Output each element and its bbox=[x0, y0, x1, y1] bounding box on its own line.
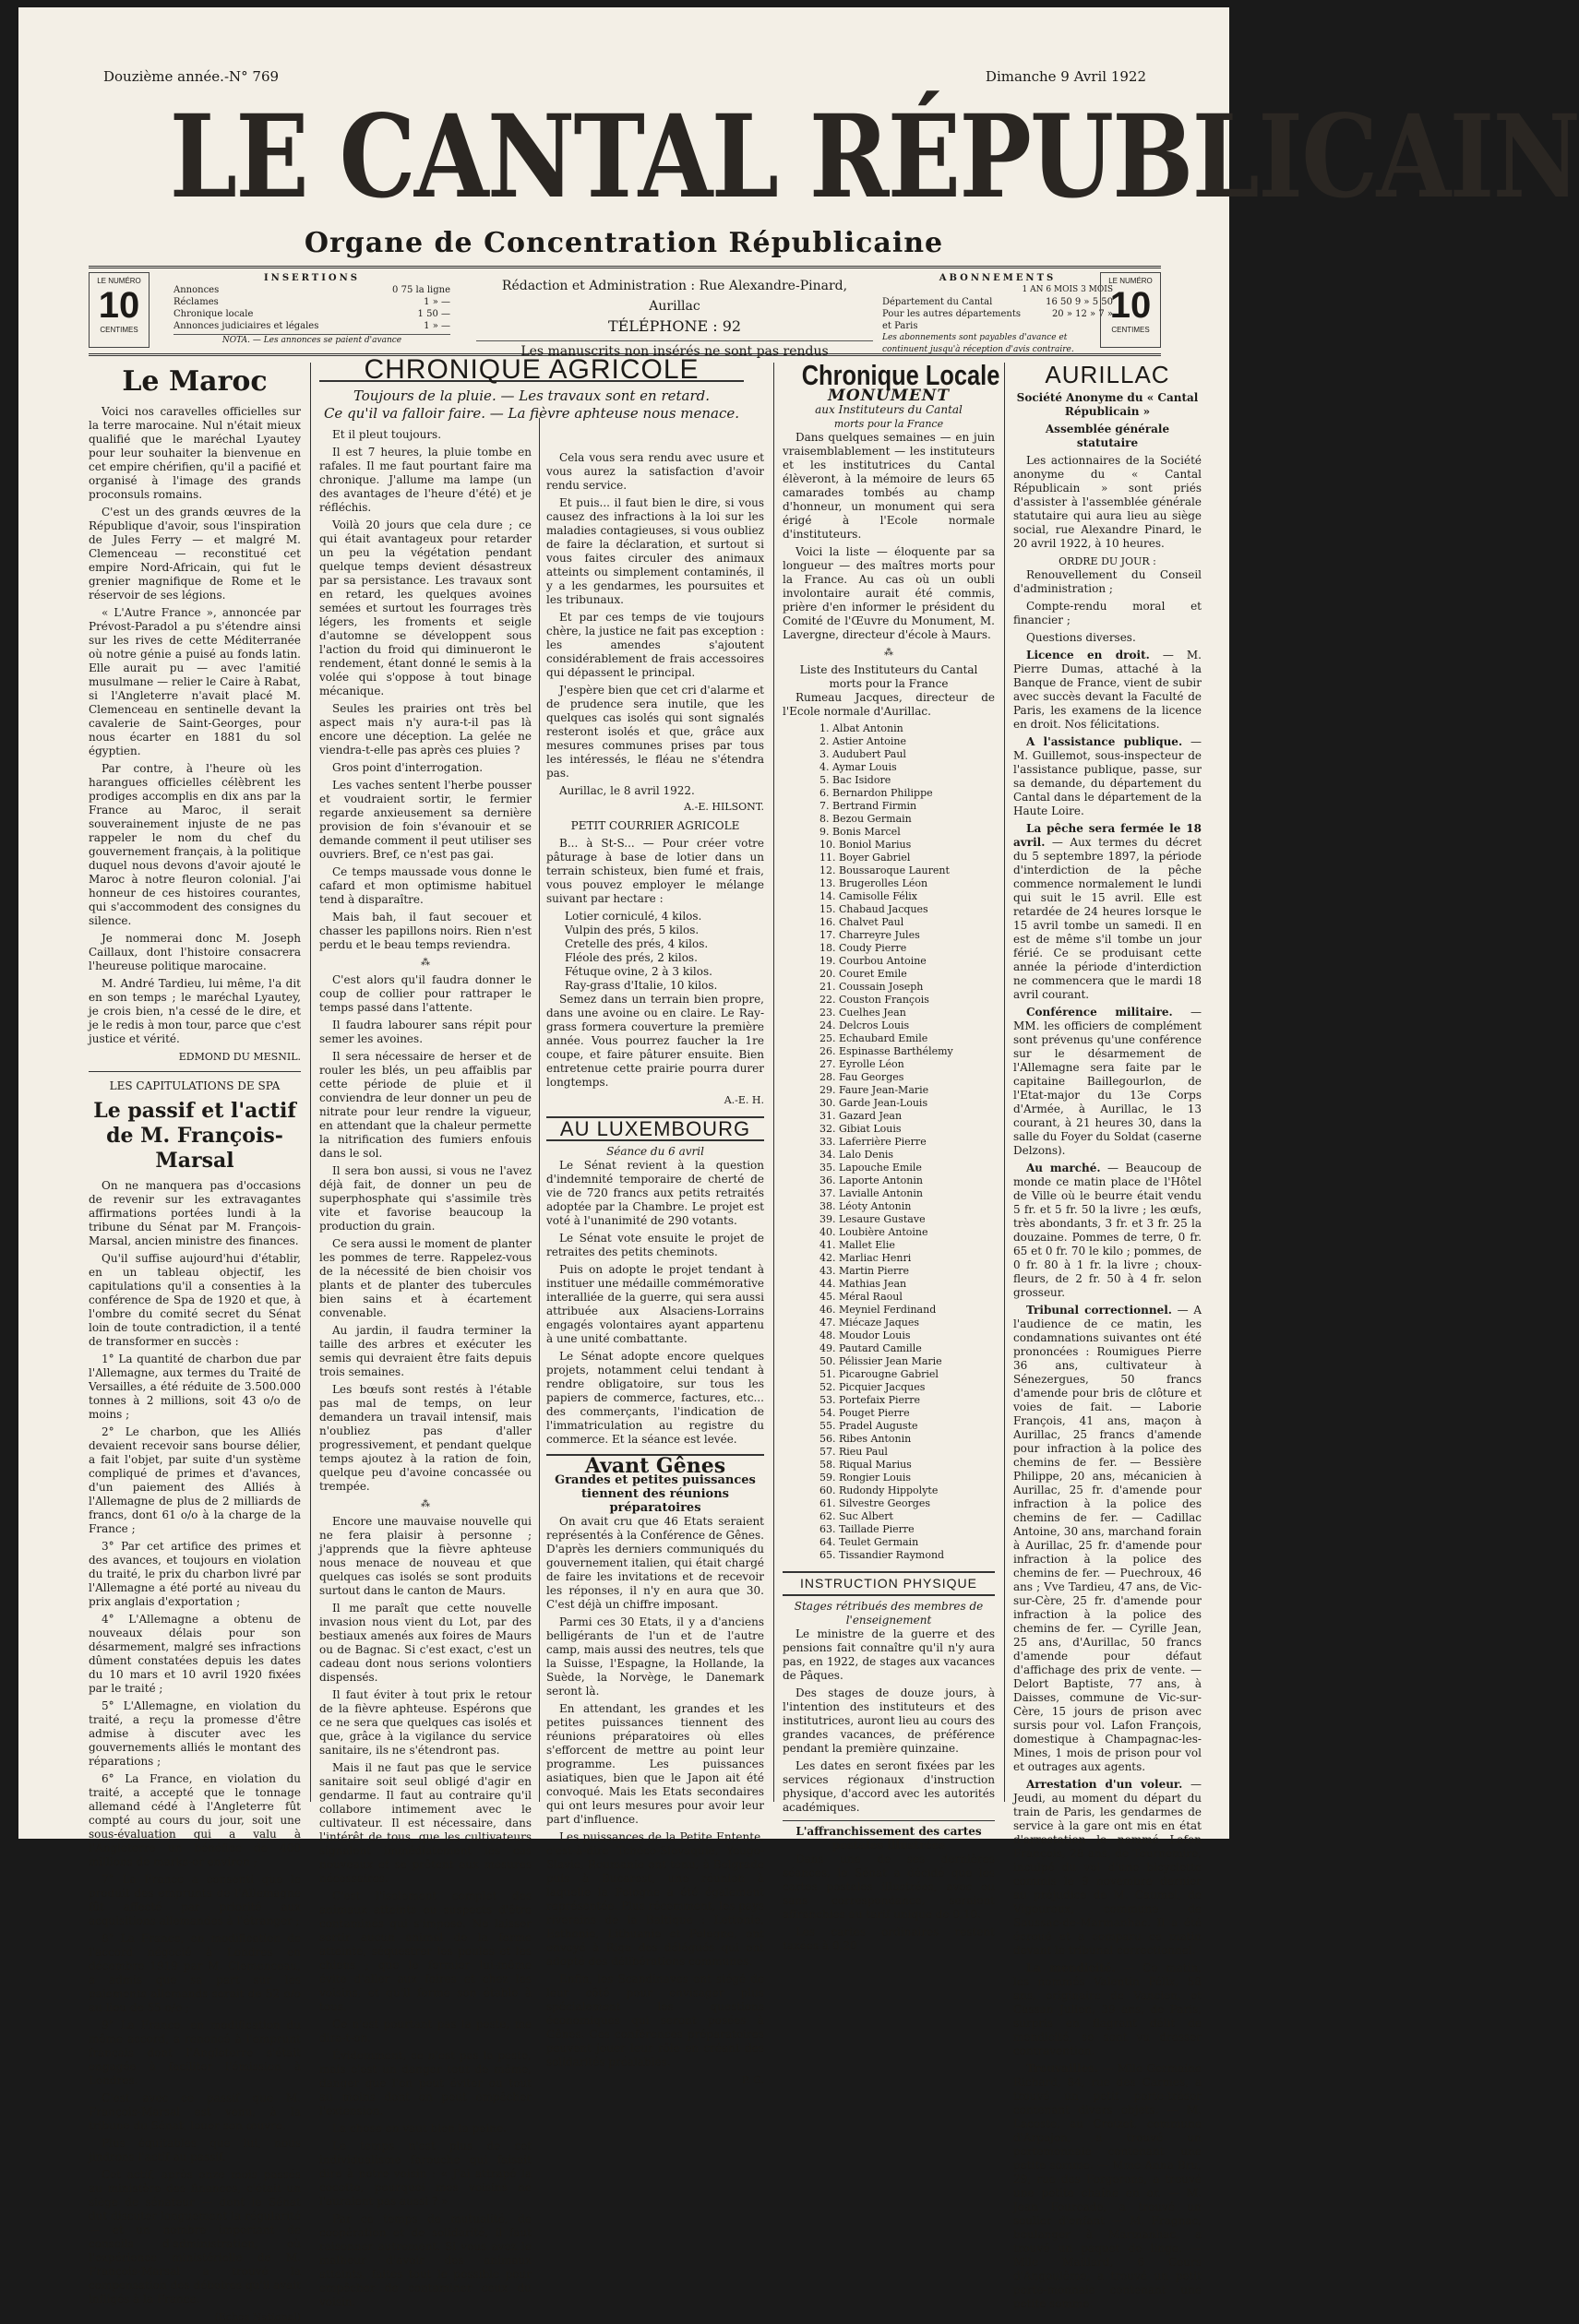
list-item: Ray-grass d'Italie, 10 kilos. bbox=[565, 979, 718, 992]
article-title-chronique-locale: Chronique Locale bbox=[801, 359, 1000, 391]
article-title-luxembourg: AU LUXEMBOURG bbox=[546, 1116, 764, 1141]
seed-mix-list bbox=[565, 910, 764, 993]
insertions-table bbox=[173, 272, 450, 347]
subscriptions-row bbox=[882, 296, 1113, 308]
issue-number: Douzième année.-N° 769 bbox=[103, 68, 280, 85]
list-item: 15. Chabaud Jacques bbox=[819, 903, 928, 915]
list-item: 20. Couret Emile bbox=[819, 968, 907, 980]
news-item bbox=[1013, 2062, 1202, 2311]
assembly-heading: Assemblée générale statutaire bbox=[1045, 423, 1170, 449]
list-item: 28. Fau Georges bbox=[819, 1071, 904, 1083]
news-item bbox=[1013, 1006, 1202, 1158]
paragraph: On ne manquera pas d'occasions de revenir sur les extravagantes affirmations portées lundi à la tribune du Sénat par M. François-Marsal, ancien ministre des finances. bbox=[89, 1179, 301, 1247]
list-title: Liste des Instituteurs du Cantal morts pour la France bbox=[799, 663, 978, 690]
list-item: 46. Meyniel Ferdinand bbox=[819, 1304, 937, 1316]
paragraph: Gros point d'interrogation. bbox=[332, 761, 484, 774]
local-news-items bbox=[1013, 649, 1202, 2311]
section-label: LES CAPITULATIONS DE SPA bbox=[109, 1079, 281, 1092]
list-item: Vulpin des prés, 5 kilos. bbox=[565, 924, 700, 936]
insertions-row bbox=[173, 308, 450, 320]
paragraph: Dans une de ses dernières séances, le Sénat a décidé que les cartes postales illustrées, avec ou sans correspondance, seraient affranchies au tarif unique de 0,10. bbox=[783, 1853, 995, 1921]
paragraph: Ce sera aussi le moment de planter les pommes de terre. Rappelez-vous de la nécessité de bien choisir vos plants et de planter des tubercules bien sains et à écartement convenable. bbox=[319, 1237, 532, 1319]
news-item bbox=[1013, 735, 1202, 818]
telephone: TÉLÉPHONE : 92 bbox=[607, 317, 742, 335]
list-item: 7. Bertrand Firmin bbox=[819, 800, 917, 812]
paragraph: 7° La France a consenti que le produit des emprunts de l'Allemagne fût affecté par priorité aux acquisitions allemandes à l'étranger ; bbox=[89, 1873, 301, 1927]
paragraph: Les cartes ordinaires restent taxées à 0,20 bbox=[783, 1925, 995, 1952]
insertions-row-label: Annonces bbox=[173, 285, 220, 295]
paragraph: Les actionnaires de la Société anonyme du « Cantal Républicain » sont priés d'assister à l'assemblée générale statutaire qui aura lieu au siège social, rue Alexandre Pinard, le 20 avril 1922, à 10 heures. bbox=[1013, 454, 1202, 550]
list-item: 10. Boniol Marius bbox=[819, 839, 912, 851]
paragraph: Voilà 20 jours que cela dure ; ce qui était avantageux pour retarder un peu la végétation pendant quelque temps devient désastreux par sa persistance. Les travaux sont en retard, les quelques avoines semées et surtout les fourrages très légers, les froments et seigle d'automne se développent sous l'action du froid qui diminueront le rendement, étant donné le semis à la volée qui s'oppose à tout binage mécanique. bbox=[319, 518, 532, 697]
paragraph: Le ministre de la guerre et des pensions fait connaître qu'il n'y aura pas, en 1922, de stages aux vacances de Pâques. bbox=[783, 1627, 995, 1682]
paragraph: 4° L'Allemagne a obtenu de nouveaux délais pour son désarmement, malgré ses infractions dûment constatées depuis les dates du 10 mars et 10 avril 1920 fixées par le traité ; bbox=[89, 1613, 301, 1695]
news-item bbox=[1013, 1162, 1202, 1300]
paragraph: Il me paraît que cette nouvelle invasion nous vient du Lot, par des bestiaux amenés aux foires de Maurs ou de Bagnac. Si c'est exact, c'est un cadeau dont nous serions volontiers dispensés. bbox=[319, 1602, 532, 1684]
news-item-heading: Licence en droit. bbox=[1026, 649, 1150, 661]
list-item: 27. Eyrolle Léon bbox=[819, 1058, 904, 1070]
company-heading: Société Anonyme du « Cantal Républicain » bbox=[1016, 391, 1199, 418]
price-box-label: LE NUMÉRO bbox=[97, 277, 141, 285]
paragraph: 1° La quantité de charbon due par l'Allemagne, aux termes du Traité de Versailles, a été réduite de 3.500.000 tonnes à 2 millions, soit 43 o/o de moins ; bbox=[89, 1353, 301, 1421]
paragraph: Le Sénat vote ensuite le projet de retraites des petits cheminots. bbox=[546, 1232, 764, 1258]
list-item: 13. Brugerolles Léon bbox=[819, 877, 928, 889]
paragraph: Au jardin, il faudra terminer la taille des arbres et exécuter les semis qui devraient être faits depuis trois semaines. bbox=[319, 1324, 532, 1378]
paragraph: Les puissances de la Petite Entente, c'est-à-dire Tchéco-Slovaquie, Yougo-Slavie, Roumanie ont tenu, à Belgrade puis à Bucarest, une réunion à laquelle la Pologne a été également représentée. Plus récemment, les pays riverains de la Baltique : Lettonie, Esthonie, Lithuanie et Pologne, ont envoyé à Riga des délégués qui ont adopté des délibérations communes. bbox=[546, 1830, 764, 1968]
paragraph: C'est avec ce passif que M. François-Marsal est venu, à la tribune du Sénat, louer son œuvre. bbox=[89, 2092, 301, 2132]
column-divider bbox=[1004, 363, 1005, 1802]
news-item-text: — Beaucoup de monde ce matin place de l'Hôtel de Ville où le beurre était vendu 5 fr. et 5 fr. 50 la livre ; les œufs, très abondants, 3 fr. et 3 fr. 25 la douzaine. Pommes de terre, 0 fr. 65 et 0 fr. 70 le kilo ; pommes, de 0 fr. 80 à 1 fr. la livre ; choux-fleurs, de 2 fr. 50 à 4 fr. selon grosseur. bbox=[1013, 1162, 1202, 1299]
list-item: 14. Camisolle Félix bbox=[819, 890, 918, 902]
price-box-right bbox=[1100, 272, 1161, 348]
paragraph: 9° La France, en modification du même accord, a renoncé à l'emprunt français dont l'Angleterre s'était engagée à faciliter l'émission à Londres. bbox=[89, 2019, 301, 2087]
article-title-avant-genes: Avant Gênes bbox=[546, 1454, 764, 1473]
paragraph: « L'Autre France », annoncée par Prévost-Paradol a pu s'étendre ainsi sur les rives de cette Méditerranée où notre génie a puisé au fonds latin. Elle aurait pu — avec l'amitié musulmane — relier le Caire à Rabat, si l'Angleterre n'avait placé M. Clemenceau en sentinelle devant la cavalerie de Saint-Georges, pour nous écarter en 1881 du sol égyptien. bbox=[89, 606, 301, 757]
agenda-item: Questions diverses. bbox=[1026, 631, 1136, 644]
price-box-left bbox=[89, 272, 150, 348]
list-item: 22. Couston François bbox=[819, 994, 929, 1006]
column-1 bbox=[89, 363, 301, 2323]
list-item: 16. Chalvet Paul bbox=[819, 916, 904, 928]
paragraph: Il sera nécessaire de herser et de rouler les blés, un peu affaiblis par cette période de pluie et il conviendra de leur donner un peu de nitrate pour leur rendre la vigueur, en attendant que la chaleur permette la nitrification des fumiers enfouis dans le sol. bbox=[319, 1050, 532, 1160]
list-item: 51. Picarougne Gabriel bbox=[819, 1368, 939, 1380]
newspaper-title: LE CANTAL RÉPUBLICAIN bbox=[169, 90, 1579, 224]
price-box-number: 10 bbox=[1109, 285, 1152, 326]
list-item: 8. Bezou Germain bbox=[819, 813, 912, 825]
fallen-teachers-list bbox=[819, 722, 995, 1562]
paragraph: Il est 7 heures, la pluie tombe en rafales. Il me faut pourtant faire ma chronique. J'allume ma lampe (un des avantages de l'heure d'été) et je réfléchis. bbox=[319, 446, 532, 514]
subscriptions-row-price: 16 50 9 » 5 50 bbox=[1046, 297, 1113, 307]
paragraph: Le Sénat revient à la question d'indemnité temporaire de cherté de vie de 720 francs aux petits retraités adoptée par la Chambre. Le projet est voté à l'unanimité de 290 votants. bbox=[546, 1159, 764, 1227]
list-item: Fléole des prés, 2 kilos. bbox=[565, 951, 698, 964]
paragraph: Semez dans un terrain bien propre, dans une avoine ou en claire. Le Ray-grass formera couverture la première année. Vous pourrez faucher la 1re coupe, et faire pâturer ensuite. Bien entretenue cette prairie pourra durer longtemps. bbox=[546, 993, 764, 1089]
monument-subtitle-2: morts pour la France bbox=[833, 418, 944, 430]
article-title-passif: Le passif et l'actif de M. François-Marsal bbox=[93, 1099, 296, 1173]
ornament: ⁂ bbox=[884, 648, 893, 658]
info-band bbox=[89, 266, 1161, 359]
paragraph: Des stages de douze jours, à l'intention des instituteurs et des institutrices, auront lieu au cours des grandes vacances, de préférence pendant la première quinzaine. bbox=[783, 1686, 995, 1755]
column-divider bbox=[539, 418, 540, 1802]
list-item: 53. Portefaix Pierre bbox=[819, 1394, 921, 1406]
list-item: 40. Loubière Antoine bbox=[819, 1226, 928, 1238]
insertions-row-price: 0 75 la ligne bbox=[392, 285, 450, 295]
subscriptions-row-label: Département du Cantal bbox=[882, 297, 993, 307]
news-item-text: — M. Pierre Dumas, attaché à la Banque de France, vient de subir avec succès devant la Faculté de Paris, les examens de la licence en droit. Nos félicitations. bbox=[1013, 649, 1202, 731]
paragraph: 8° La France, en modification de l'accord négocié à Londres en décembre 1919 par M. Clemenceau, a admis que sa part sur les paiements allemands serait de 52 o/o au lieu de 55 o/o ; bbox=[89, 1932, 301, 2014]
paragraph: Seules les prairies ont très bel aspect mais n'y aura-t-il pas là encore une déception. La gelée ne viendra-t-elle pas après ces pluies ? bbox=[319, 702, 532, 757]
paragraph: 2° Le charbon, que les Alliés devaient recevoir sans bourse délier, a fait l'objet, par suite d'un système compliqué de primes et d'avances, d'un paiement des Alliés à l'Allemagne de plus de 2 milliards de francs, dont 61 o/o à la charge de la France ; bbox=[89, 1425, 301, 1535]
paragraph: On avait cru que 46 Etats seraient représentés à la Conférence de Gênes. D'après les derniers communiqués du gouvernement italien, qui était chargé de faire les invitations et de recevoir les réponses, il n'y en aura que 30. C'est déjà un chiffre imposant. bbox=[546, 1515, 764, 1611]
list-item: 48. Moudor Louis bbox=[819, 1329, 911, 1341]
list-item: 41. Mallet Elie bbox=[819, 1239, 895, 1251]
list-item: 5. Bac Isidore bbox=[819, 774, 891, 786]
list-item: 61. Silvestre Georges bbox=[819, 1497, 930, 1509]
paragraph: B... à St-S... — Pour créer votre pâturage à base de lotier dans un terrain schisteux, bien fumé et frais, vous pouvez employer le mélange suivant par hectare : bbox=[546, 837, 764, 905]
list-item: 43. Martin Pierre bbox=[819, 1265, 910, 1277]
list-item: 63. Taillade Pierre bbox=[819, 1523, 915, 1535]
news-item-text: — A l'audience de ce matin, les condamnations suivantes ont été prononcées : Roumigues Pierre 36 ans, cultivateur à Sénezergues, 50 francs d'amende pour bris de clôture et voies de fait. — Laborie François, 41 ans, maçon à Aurillac, 25 francs d'amende pour infraction à la police des chemins de fer. — Bessière Philippe, 20 ans, mécanicien à Aurillac, 25 fr. d'amende pour infraction à la police des chemins de fer. — Cadillac Antoine, 30 ans, marchand forain à Aurillac, 25 fr. d'amende pour infraction à la police des chemins de fer. — Puechroux, 46 ans ; Vve Tardieu, 47 ans, de Vic-sur-Cère, 25 fr. d'amende pour infraction à la police des chemins de fer. — Cyrille Jean, 25 ans, d'Aurillac, 50 francs d'amende pour défaut d'affichage des prix de vente. — Delort Baptiste, 77 ans, à Daisses, commune de Vic-sur-Cère, 15 jours de prison avec sursis pour vol. Lafon François, domestique à Champagnac-les-Mines, 1 mois de prison pour vol et outrages aux agents. bbox=[1013, 1304, 1202, 1773]
paragraph: Par contre, à l'heure où les harangues officielles célèbrent les prodiges accomplis en dix ans par la France au Maroc, il serait souverainement injuste de ne pas rappeler le nom du chef du gouvernement français, à la politique duquel nous devons d'avoir ajouté le Maroc à notre fleuron colonial. J'ai honneur de ces histoires courantes, qui s'accommodent des consignes du silence. bbox=[89, 762, 301, 927]
paragraph: Et puis... il faut bien le dire, si vous causez des infractions à la loi sur les maladies contagieuses, si vous oubliez de faire la déclaration, et surtout si vous faites circuler des animaux atteints ou simplement contaminés, il y a les gendarmes, les poursuites et les tribunaux. bbox=[546, 496, 764, 606]
list-item: 32. Gibiat Louis bbox=[819, 1123, 902, 1135]
subscriptions-row-price: 20 » 12 » 7 » bbox=[1051, 309, 1113, 319]
agenda-heading: ORDRE DU JOUR : bbox=[1059, 555, 1156, 567]
subscriptions-row-label: Pour les autres départements et Paris bbox=[882, 309, 1021, 331]
list-item: 29. Faure Jean-Marie bbox=[819, 1084, 929, 1096]
monument-subtitle: aux Instituteurs du Cantal bbox=[815, 403, 963, 416]
insertions-row-label: Annonces judiciaires et légales bbox=[173, 321, 319, 331]
paragraph: J'espère bien que cet cri d'alarme et de prudence sera inutile, que les quelques cas isolés qui sont signalés resteront isolés et que, grâce aux mesures communes prises par tous les intéressés, le fléau ne s'étendra pas. bbox=[546, 684, 764, 780]
paragraph: Mais il ne faut pas que le service sanitaire soit seul obligé d'agir en gendarme. Il faut au contraire qu'il collabore intimement avec le cultivateur. Il est nécessaire, dans l'intérêt de tous, que les cultivateurs signalent immédiatement les cas nouveaux et se prêtent aux mesures nécessaires. bbox=[319, 1761, 532, 1885]
news-item bbox=[1013, 649, 1202, 732]
agenda-item: Compte-rendu moral et financier ; bbox=[1013, 600, 1202, 626]
paragraph: Dans quelques semaines — en juin vraisemblablement — les instituteurs et les institutrices du Cantal élèveront, à la mémoire de leurs 65 camarades tombés au champ d'honneur, un monument qui sera érigé à l'Ecole normale d'instituteurs. bbox=[783, 431, 995, 541]
news-item-text: — Ce matin, les nommés Valentin Félix, 58 ans, originaire de Vancien, et Cassan Julien, 39 ans, de Paris, surpris en flagrant délit de mendicité, se sont vu dresser contravention. bbox=[1013, 1961, 1202, 2057]
paragraph: Les dates en seront fixées par les services régionaux d'instruction physique, d'accord avec les autorités académiques. bbox=[783, 1759, 995, 1814]
signature: (Echos National) bbox=[214, 2311, 301, 2323]
list-item: 6. Bernardon Philippe bbox=[819, 787, 933, 799]
list-item: 55. Pradel Auguste bbox=[819, 1420, 918, 1432]
news-item-text: — Aux termes du décret du 5 septembre 1897, la période d'interdiction de la pêche commence normalement le lundi qui suit le 15 avril. Elle est retardée de 24 heures lorsque le 15 avril tombe un samedi. Il en est de même s'il tombe un jour férié. Ce se produisant cette année la période d'interdiction ne commencera que le mardi 18 avril courant. bbox=[1013, 836, 1202, 1001]
article-title-instruction-physique: INSTRUCTION PHYSIQUE bbox=[783, 1571, 995, 1596]
paragraph: C'est un des grands œuvres de la République d'avoir, sous l'inspiration de Jules Ferry — et malgré M. Clemenceau — reconstitué cet empire Nord-Africain, qui fut le grenier magnifique de Rome et le réservoir de ses légions. bbox=[89, 506, 301, 602]
news-item-text: — MM. les officiers de complément sont prévenus qu'une conférence sur le désarmement de l'Allemagne sera faite par le capitaine Baillegourlon, de l'Etat-major du 13e Corps d'Armée, à Aurillac, le 13 courant, à 21 heures 30, dans la salle du Foyer du Soldat (caserne Delzons). bbox=[1013, 1006, 1202, 1157]
list-item: 30. Garde Jean-Louis bbox=[819, 1097, 928, 1109]
list-item: Cretelle des prés, 4 kilos. bbox=[565, 937, 709, 950]
paragraph: La chose en vaut bien la peine. bbox=[332, 2122, 507, 2135]
redaction-info bbox=[476, 276, 873, 362]
paragraph: 5° L'Allemagne, en violation du traité, a reçu la promesse d'être admise à discuter avec les gouvernements alliés le montant des réparations ; bbox=[89, 1699, 301, 1768]
column-divider bbox=[310, 363, 311, 1802]
insertions-row bbox=[173, 284, 450, 296]
paragraph: Et par ces temps de vie toujours chère, la justice ne fait pas exception : les amendes s'ajoutent considérablement de frais accessoires qui dépassent le principal. bbox=[546, 611, 764, 679]
subscriptions-table bbox=[882, 272, 1113, 356]
insertions-row bbox=[173, 320, 450, 332]
paragraph: Les bœufs sont restés à l'étable pas mal de temps, on leur demandera un travail intensif, mais n'oubliez pas d'aller progressivement, et pendant quelque temps ajoutez à la ration de foin, quelque peu d'avoine concassée ou trempée. bbox=[319, 1383, 532, 1493]
list-item: 12. Boussaroque Laurent bbox=[819, 864, 950, 876]
paragraph: Qu'il suffise aujourd'hui d'établir, en un tableau objectif, les capitulations qu'il a consenties à la conférence de Spa de 1920 et que, à l'ombre du comité secret du Sénat loin de toute contradiction, il a tenté de transformer en succès : bbox=[89, 1252, 301, 1348]
signature: P. G. bbox=[741, 2074, 764, 2086]
news-item-text: — Mlle Germaine Richard, 84, rue des Carmes, a trouvé un petit porte-trésor contenant divers objets. — M. Lacoste, au Croizet, commune d'Arpajon, a trouvé un portemonnaie contenant une petite somme. — Mme Anna Bru, 29, rue des Forgerons, a trouvé une petite chaîne en or. — M. Jean Fourcade, a trouvé un soulier d'enfant — M. Fragnac, boulanger à Marmanhac, a trouvé un paquet de linge. — Mlle Maillard, 6 Cours d'Angoulême, a trouvé un petit porte-monnaie contenant une petite somme. bbox=[1013, 2062, 1202, 2310]
paragraph: Voici nos caravelles officielles sur la terre marocaine. Nul n'était mieux qualifié que le maréchal Lyautey pour leur souhaiter la bienvenue en cet empire chérifien, qu'il a pacifié et organisé à l'image des grands proconsuls romains. bbox=[89, 405, 301, 501]
paragraph: Rumeau Jacques, directeur de l'Ecole normale d'Aurillac. bbox=[783, 691, 995, 718]
redaction-address: Rédaction et Administration : Rue Alexandre-Pinard, Aurillac bbox=[501, 279, 848, 314]
paragraph: 3° Par cet artifice des primes et des avances, et toujours en violation du traité, le prix du charbon livré par l'Allemagne a été porté au niveau du prix anglais d'exportation ; bbox=[89, 1540, 301, 1608]
news-item-text: — Jeudi, au moment du départ du train de Paris, les gendarmes de service à la gare ont mis en état d'arrestation le nommé Lafon François, 28 ans, de Tournemire, inculpé du vol d'une bicyclette commis le 9 novembre dernier au préjudice de M. Caumel, de Vigouroux, commune de Saussac-de-Marmanhac. Il a été écroué et a comparu ce matin devant le tribunal correctionnel. bbox=[1013, 1778, 1202, 1957]
paragraph: Encore une mauvaise nouvelle qui ne fera plaisir à personne ; j'apprends que la fièvre aphteuse nous menace de nouveau et que quelques cas isolés se sont produits surtout dans le canton de Maurs. bbox=[319, 1515, 532, 1597]
paragraph: Ce n'est pourtant pas la peste, me dira-t-on. bbox=[319, 2018, 532, 2044]
list-item: 45. Méral Raoul bbox=[819, 1291, 903, 1303]
paragraph: En attendant, les grandes et les petites puissances tiennent des réunions préparatoires où elles s'efforcent de mettre au point leur programme. Les puissances asiatiques, bien que le Japon ait été convoqué. Mais les Etats secondaires qui ont leurs mesures pour avoir leur part d'influence. bbox=[546, 1702, 764, 1826]
issue-date: Dimanche 9 Avril 1922 bbox=[985, 68, 1146, 85]
paragraph: Par ce temps de mutualité, de coopération et de solidarité, il faut raisonner autrement. Si vous avez le malheur d'avoir des animaux atteints, faites tout le possible pour empêcher de contaminer ceux du voisin. bbox=[319, 2212, 532, 2308]
list-item: 31. Gazard Jean bbox=[819, 1110, 903, 1122]
subscriptions-note: Les abonnements sont payables d'avance et continuent jusqu'à réception d'avis contraire. bbox=[882, 333, 1074, 354]
paragraph: Parmi ces 30 Etats, il y a d'anciens belligérants de l'un et de l'autre camp, mais aussi des neutres, tels que la Suisse, l'Espagne, la Hollande, la Suède, la Norvège, le Danemark seront là. bbox=[546, 1615, 764, 1698]
insertions-note: NOTA. — Les annonces se paient d'avance bbox=[173, 334, 450, 347]
signature: A.-E. H. bbox=[724, 1094, 764, 1106]
subscriptions-heading: ABONNEMENTS bbox=[939, 273, 1057, 283]
price-box-number: 10 bbox=[98, 285, 140, 326]
subscriptions-row bbox=[882, 308, 1113, 332]
insertions-row-price: 1 » — bbox=[424, 297, 450, 307]
list-item: 64. Teulet Germain bbox=[819, 1536, 919, 1548]
insertions-row-price: 1 50 — bbox=[417, 309, 450, 319]
list-item: 44. Mathias Jean bbox=[819, 1278, 907, 1290]
column-5 bbox=[1013, 361, 1202, 2310]
dateline: Aurillac, le 8 avril 1922. bbox=[559, 784, 695, 797]
list-item: Fétuque ovine, 2 à 3 kilos. bbox=[565, 965, 712, 978]
list-item: 52. Picquier Jacques bbox=[819, 1381, 926, 1393]
list-item: 2. Astier Antoine bbox=[819, 735, 906, 747]
section-label: PETIT COURRIER AGRICOLE bbox=[570, 819, 740, 832]
paragraph: Cet actif, après onze mois passés au ministère des finances, c'était un siège de sénateur — dont le Sénat dut discuter longuement la régularité — et un nombre important de conseils d'administration, où l'expérience ministérielle de M. François-Marsal a trouvé la compensation des déboires qu'il avait infligés à la France. bbox=[89, 2168, 301, 2306]
columns bbox=[89, 354, 1202, 2323]
session-date: Séance du 6 avril bbox=[606, 1145, 704, 1158]
news-item-heading: La pêche sera fermée le 18 avril. bbox=[1013, 822, 1202, 849]
list-item: 3. Audubert Paul bbox=[819, 748, 906, 760]
price-box-label: LE NUMÉRO bbox=[1108, 277, 1153, 285]
paragraph: C'est alors qu'il faudra donner le coup de collier pour rattraper le temps passé dans l'attente. bbox=[319, 973, 532, 1014]
news-item-heading: Arrestation d'un voleur. bbox=[1026, 1778, 1183, 1791]
list-item: Lotier corniculé, 4 kilos. bbox=[565, 910, 702, 923]
list-item: 38. Léoty Antonin bbox=[819, 1200, 912, 1212]
ornament: ⁂ bbox=[421, 1499, 430, 1509]
paragraph: M. André Tardieu, lui même, l'a dit en son temps ; le maréchal Lyautey, je crois bien, n'a cessé de le dire, et je le redis à mon tour, parce que c'est justice et vérité. bbox=[89, 977, 301, 1045]
insertions-row bbox=[173, 296, 450, 308]
news-item bbox=[1013, 822, 1202, 1002]
article-subtitle: Stages rétribués des membres de l'enseignement bbox=[794, 1600, 984, 1627]
list-item: 9. Bonis Marcel bbox=[819, 826, 901, 838]
list-item: 58. Riqual Marius bbox=[819, 1459, 912, 1471]
list-item: 23. Cuelhes Jean bbox=[819, 1007, 906, 1019]
paragraph: Enfin, les Scandinaves ont siégé de leur côté pour envisager plus spécialement les questions économiques qui seront posées à Gênes. Ces conférences préparatoires peuvent jouer leur rôle en créant des solidarités préalables. bbox=[546, 1972, 764, 2068]
list-item: 1. Albat Antonin bbox=[819, 722, 903, 734]
list-item: 18. Coudy Pierre bbox=[819, 942, 907, 954]
insertions-row-price: 1 » — bbox=[424, 321, 450, 331]
paragraph: Le Sénat adopte encore quelques projets, notamment celui tendant à rendre obligatoire, sur tous les papiers de commerce, factures, etc... des commerçants, l'indication de l'immatriculation au registre du commerce. Et la séance est levée. bbox=[546, 1350, 764, 1446]
article-title-cartes-postales: L'affranchissement des cartes postales illustrées bbox=[783, 1820, 995, 1853]
list-item: 4. Aymar Louis bbox=[819, 761, 897, 773]
list-item: 47. Miécaze Jaques bbox=[819, 1317, 920, 1329]
paragraph: Ce temps maussade vous donne le cafard et mon optimisme habituel tend à disparaître. bbox=[319, 865, 532, 906]
list-item: 26. Espinasse Barthélemy bbox=[819, 1045, 953, 1057]
paragraph: Les vaches sentent l'herbe pousser et voudraient sortir, le fermier regarde anxieusement sa dernière provision de foin s'évanouir et se demande comment il peut utiliser ses ouvriers. Bref, ce n'est pas gai. bbox=[319, 779, 532, 861]
article-title-maroc: Le Maroc bbox=[122, 365, 268, 398]
column-3 bbox=[546, 363, 764, 2086]
manuscripts-note: Les manuscrits non insérés ne sont pas rendus bbox=[476, 340, 873, 362]
paragraph: Je nommerai donc M. Joseph Caillaux, dont l'histoire consacrera l'heureuse politique marocaine. bbox=[89, 932, 301, 972]
paragraph: Cela vous sera rendu avec usure et vous aurez la satisfaction d'avoir rendu service. bbox=[546, 451, 764, 492]
paragraph: Évidemment, ce n'est pas la peste, mais c'est un danger tout de même, danger que l'on peut éviter ou tout au moins dont on peut empêcher l'extension. bbox=[319, 2049, 532, 2117]
news-item-heading: La mendicité. bbox=[1026, 1961, 1116, 1974]
subscriptions-columns: 1 AN 6 MOIS 3 MOIS bbox=[1022, 285, 1113, 294]
list-item: 60. Rudondy Hippolyte bbox=[819, 1484, 939, 1496]
signature: A.-E. HILSONT. bbox=[684, 801, 764, 813]
dateline-bar bbox=[103, 68, 1146, 87]
price-box-unit: CENTIMES bbox=[1111, 326, 1150, 334]
insertions-heading: INSERTIONS bbox=[264, 273, 360, 283]
epigraph: Ce qu'il va falloir faire. — La fièvre aphteuse nous menace. bbox=[323, 405, 740, 422]
news-item-text: — M. Guillemot, sous-inspecteur de l'assistance publique, passe, sur sa demande, du département du Cantal dans le département de la Haute Loire. bbox=[1013, 735, 1202, 817]
list-item: 25. Echaubard Emile bbox=[819, 1032, 928, 1044]
ornament: ⁂ bbox=[421, 958, 430, 968]
list-item: 36. Laporte Antonin bbox=[819, 1174, 923, 1186]
newspaper-page bbox=[18, 7, 1579, 2323]
list-item: 19. Courbou Antoine bbox=[819, 955, 927, 967]
list-item: 35. Lapouche Emile bbox=[819, 1162, 922, 1174]
paragraph: 6° La France, en violation du traité, a accepté que le tonnage allemand cédé à l'Angleterre fût compté au cours du jour, soit une sous-évaluation qui a valu à l'Angleterre un bénéfice de 400 millions de marks-or environ ; bbox=[89, 1772, 301, 1868]
list-item: 59. Rongier Louis bbox=[819, 1472, 911, 1484]
paragraph: C'est l'isolement complet des animaux atteints ou suspects d'être contaminés qui s'impose. Ne laisser sortir aucun animal de la ferme atteinte, séquestrer les poules et les chiens ; que le fermier lui-même évite d'aller aux foires et chez les voisins, et qu'il ferme son étable à tous. bbox=[319, 1889, 532, 2013]
epigraph: Toujours de la pluie. — Les travaux sont en retard. bbox=[353, 387, 711, 404]
paragraph: Il sera bon aussi, si vous ne l'avez déjà fait, de donner un peu de superphosphate qui s'assimile très vite et favorise beaucoup la production du grain. bbox=[319, 1164, 532, 1233]
paragraph: Plus équitables que lui, nous jindrons l'actif au passif. bbox=[89, 2137, 301, 2163]
news-item-heading: A l'assistance publique. bbox=[1026, 735, 1183, 748]
list-item: 17. Charreyre Jules bbox=[819, 929, 920, 941]
article-subtitle: Grandes et petites puissances tiennent des réunions préparatoires bbox=[555, 1473, 756, 1515]
list-item: 62. Suc Albert bbox=[819, 1510, 893, 1522]
paragraph: Il faudra labourer sans répit pour semer les avoines. bbox=[319, 1019, 532, 1045]
news-item bbox=[1013, 1778, 1202, 1958]
column-4 bbox=[783, 359, 1000, 1952]
insertions-row-label: Réclames bbox=[173, 297, 219, 307]
list-item: 42. Marliac Henri bbox=[819, 1252, 912, 1264]
list-item: 57. Rieu Paul bbox=[819, 1446, 888, 1458]
paragraph: Voici la liste — éloquente par sa longueur — des maîtres morts pour la France. Au cas où un oubli involontaire aurait été commis, prière d'en informer le président du Comité de l'Œuvre du Monument, M. Lavergne, directeur d'école à Maurs. bbox=[783, 545, 995, 641]
paragraph: Puis on adopte le projet tendant à instituer une médaille commémorative interalliée de la guerre, qui sera aussi attribuée aux Alsaciens-Lorrains engagés volontaires ayant appartenu à une unité combattante. bbox=[546, 1263, 764, 1345]
paragraph: Mais bah, il faut secouer et chasser les papillons noirs. Rien n'est perdu et le beau temps reviendra. bbox=[319, 911, 532, 951]
insertions-row-label: Chronique locale bbox=[173, 309, 254, 319]
price-box-unit: CENTIMES bbox=[100, 326, 138, 334]
list-item: 39. Lesaure Gustave bbox=[819, 1213, 926, 1225]
news-item-heading: Trouvailles. bbox=[1026, 2062, 1099, 2075]
divider bbox=[89, 1071, 301, 1072]
article-title-aurillac: AURILLAC bbox=[1045, 361, 1170, 388]
news-item-heading: Tribunal correctionnel. bbox=[1026, 1304, 1172, 1317]
list-item: 50. Pélissier Jean Marie bbox=[819, 1355, 942, 1367]
list-item: 21. Coussain Joseph bbox=[819, 981, 924, 993]
signature: EDMOND DU MESNIL. bbox=[178, 1051, 301, 1063]
list-item: 49. Pautard Camille bbox=[819, 1342, 922, 1354]
news-item-heading: Au marché. bbox=[1026, 1162, 1101, 1174]
list-item: 37. Lavialle Antonin bbox=[819, 1187, 923, 1199]
column-divider bbox=[773, 363, 774, 1802]
monument-heading: MONUMENT bbox=[828, 387, 950, 405]
list-item: 34. Lalo Denis bbox=[819, 1149, 894, 1161]
list-item: 24. Delcros Louis bbox=[819, 1019, 910, 1031]
news-item bbox=[1013, 1961, 1202, 2058]
list-item: 11. Boyer Gabriel bbox=[819, 852, 911, 864]
paragraph: Le temps n'est plus de cet individualisme farouche qui faisait dire à notre voisin : « J'ai attrapé la cocotte, pourquoi mes voisins ne l'auraient pas aussi ? » bbox=[319, 2139, 532, 2208]
article-title-chronique-agricole: CHRONIQUE AGRICOLE bbox=[319, 363, 744, 382]
agenda-item: Renouvellement du Conseil d'administration ; bbox=[1013, 568, 1202, 595]
list-item: 65. Tissandier Raymond bbox=[819, 1549, 945, 1561]
list-item: 56. Ribes Antonin bbox=[819, 1433, 912, 1445]
paragraph: Et il pleut toujours. bbox=[332, 428, 442, 441]
newspaper-subtitle: Organe de Concentration Républicaine bbox=[304, 227, 944, 259]
news-item-heading: Conférence militaire. bbox=[1026, 1006, 1173, 1019]
list-item: 54. Pouget Pierre bbox=[819, 1407, 910, 1419]
news-item bbox=[1013, 1304, 1202, 1774]
paragraph: Il faut éviter à tout prix le retour de la fièvre aphteuse. Espérons que ce ne sera que quelques cas isolés et que, grâce à la vigilance du service sanitaire, ils ne s'étendront pas. bbox=[319, 1688, 532, 1757]
list-item: 33. Laferrière Pierre bbox=[819, 1136, 927, 1148]
